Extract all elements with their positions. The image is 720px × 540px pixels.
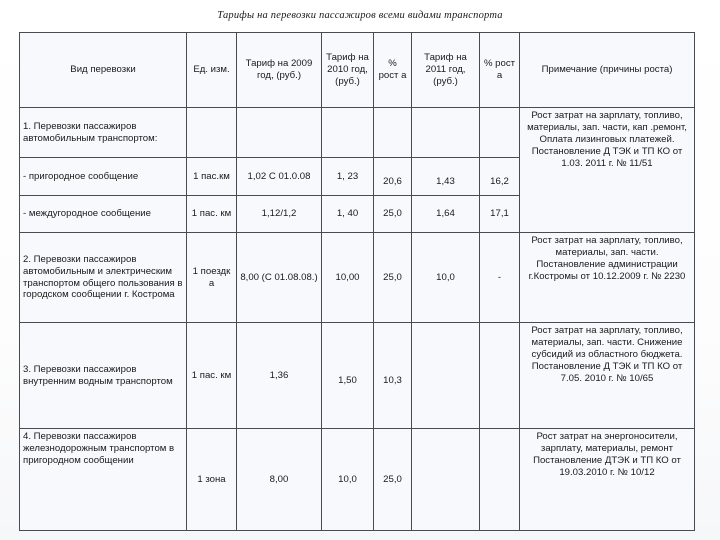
cell-note: Рост затрат на зарплату, топливо, материалы, зап. части. Постановление администрации г.Костромы от 10.12.2009 г. № 2230 bbox=[520, 233, 695, 323]
header-tariff-2010: Тариф на 2010 год, (руб.) bbox=[322, 33, 374, 108]
cell-type: - междугородное сообщение bbox=[20, 196, 187, 233]
header-note: Примечание (причины роста) bbox=[520, 33, 695, 108]
cell-growth-2010: 20,6 bbox=[374, 158, 412, 196]
cell-tariff-2009: 1,36 bbox=[237, 323, 322, 429]
cell-tariff-2009: 1,12/1,2 bbox=[237, 196, 322, 233]
header-type: Вид перевозки bbox=[20, 33, 187, 108]
cell-type: 4. Перевозки пассажиров железнодорожным транспортом в пригородном сообщении bbox=[20, 429, 187, 531]
cell-growth-2010: 25,0 bbox=[374, 233, 412, 323]
cell-tariff-2010: 1, 23 bbox=[322, 158, 374, 196]
header-tariff-2009: Тариф на 2009 год, (руб.) bbox=[237, 33, 322, 108]
cell-note: Рост затрат на энергоносители, зарплату, материалы, ремонт Постановление ДТЭК и ТП КО от 19.03.2010 г. № 10/12 bbox=[520, 429, 695, 531]
header-growth-2010: % рост а bbox=[374, 33, 412, 108]
cell-note: Рост затрат на зарплату, топливо, материалы, зап. части. Снижение субсидий из областного бюджета. Постановление Д ТЭК и ТП КО от 7.05. 2010 г. № 10/65 bbox=[520, 323, 695, 429]
cell-tariff-2009: 8,00 (С 01.08.08.) bbox=[237, 233, 322, 323]
cell-tariff-2010: 10,0 bbox=[322, 429, 374, 531]
table-row bbox=[20, 108, 695, 158]
cell-tariff-2011 bbox=[412, 429, 480, 531]
table-row bbox=[20, 429, 695, 531]
cell-growth-2010 bbox=[374, 108, 412, 158]
cell-unit: 1 пас. км bbox=[187, 196, 237, 233]
cell-tariff-2011 bbox=[412, 108, 480, 158]
cell-type: 3. Перевозки пассажиров внутренним водным транспортом bbox=[20, 323, 187, 429]
table-row bbox=[20, 323, 695, 429]
cell-type: - пригородное сообщение bbox=[20, 158, 187, 196]
cell-tariff-2011: 1,43 bbox=[412, 158, 480, 196]
cell-unit: 1 пас. км bbox=[187, 323, 237, 429]
cell-growth-2011: 16,2 bbox=[480, 158, 520, 196]
cell-unit: 1 пас.км bbox=[187, 158, 237, 196]
cell-growth-2011: - bbox=[480, 233, 520, 323]
cell-growth-2011 bbox=[480, 323, 520, 429]
cell-tariff-2010: 1,50 bbox=[322, 323, 374, 429]
cell-type: 1. Перевозки пассажиров автомобильным транспортом: bbox=[20, 108, 187, 158]
cell-unit bbox=[187, 108, 237, 158]
cell-growth-2011 bbox=[480, 108, 520, 158]
cell-growth-2011 bbox=[480, 429, 520, 531]
cell-growth-2010: 25,0 bbox=[374, 429, 412, 531]
page-title: Тарифы на перевозки пассажиров всеми видами транспорта bbox=[217, 10, 503, 21]
cell-tariff-2011 bbox=[412, 323, 480, 429]
cell-tariff-2011: 1,64 bbox=[412, 196, 480, 233]
cell-tariff-2009: 8,00 bbox=[237, 429, 322, 531]
cell-growth-2010: 10,3 bbox=[374, 323, 412, 429]
cell-growth-2010: 25,0 bbox=[374, 196, 412, 233]
cell-tariff-2010: 1, 40 bbox=[322, 196, 374, 233]
table-row bbox=[20, 233, 695, 323]
cell-note: Рост затрат на зарплату, топливо, материалы, зап. части, кап .ремонт, Оплата лизинговых платежей. Постановление Д ТЭК и ТП КО от 1.03. 2011 г. № 11/51 bbox=[520, 108, 695, 233]
cell-growth-2011: 17,1 bbox=[480, 196, 520, 233]
cell-tariff-2009 bbox=[237, 108, 322, 158]
header-growth-2011: % рост а bbox=[480, 33, 520, 108]
header-tariff-2011: Тариф на 2011 год, (руб.) bbox=[412, 33, 480, 108]
cell-type: 2. Перевозки пассажиров автомобильным и электрическим транспортом общего пользования в городском сообщении г. Кострома bbox=[20, 233, 187, 323]
header-row bbox=[20, 33, 695, 108]
cell-tariff-2010: 10,00 bbox=[322, 233, 374, 323]
cell-tariff-2011: 10,0 bbox=[412, 233, 480, 323]
header-unit: Ед. изм. bbox=[187, 33, 237, 108]
cell-tariff-2010 bbox=[322, 108, 374, 158]
cell-tariff-2009: 1,02 С 01.0.08 bbox=[237, 158, 322, 196]
cell-unit: 1 поездк а bbox=[187, 233, 237, 323]
cell-unit: 1 зона bbox=[187, 429, 237, 531]
tariff-table bbox=[19, 32, 695, 531]
